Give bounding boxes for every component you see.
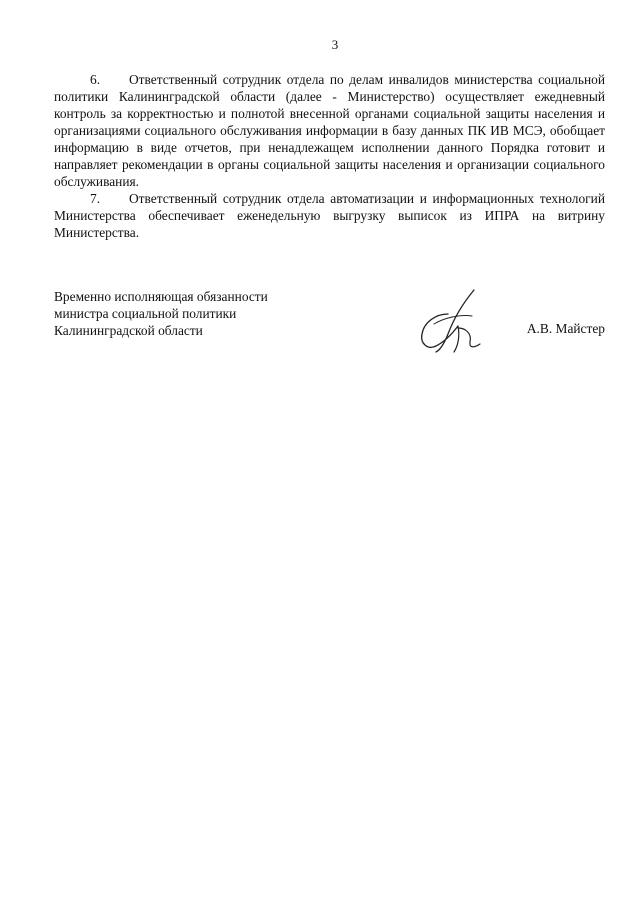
paragraph-7 <box>54 190 605 241</box>
handwritten-signature <box>414 288 494 358</box>
signatory-name: А.В. Майстер <box>526 321 605 336</box>
signature-block <box>54 288 605 358</box>
paragraph-6 <box>54 71 605 190</box>
paragraph-text: Ответственный сотрудник отдела автоматизации и информационных технологий Министерства обеспечивает еженедельную выгрузку выписок из ИПРА на витрину Министерства. <box>54 191 605 240</box>
signatory-title-line: министра социальной политики <box>54 306 237 321</box>
signatory-title-line: Калининградской области <box>54 323 203 338</box>
page-number: 3 <box>331 37 339 52</box>
paragraph-number: 6. <box>90 72 101 87</box>
paragraph-number: 7. <box>90 191 101 206</box>
signatory-title-line: Временно исполняющая обязанности <box>54 289 268 304</box>
paragraph-text: Ответственный сотрудник отдела по делам инвалидов министерства социальной политики Калининградской области (далее - Министерство) осуществляет ежедневный контроль за корректностью и полнотой внесенной органами социальной защиты населения и организациями социального обслуживания информации в базу данных ПК ИВ МСЭ, обобщает информацию в виде отчетов, при ненадлежащем исполнении данного Порядка готовит и направляет рекомендации в органы социальной защиты населения и организации социального обслуживания. <box>54 72 605 189</box>
document-body <box>54 71 605 241</box>
signatory-title <box>54 288 268 339</box>
